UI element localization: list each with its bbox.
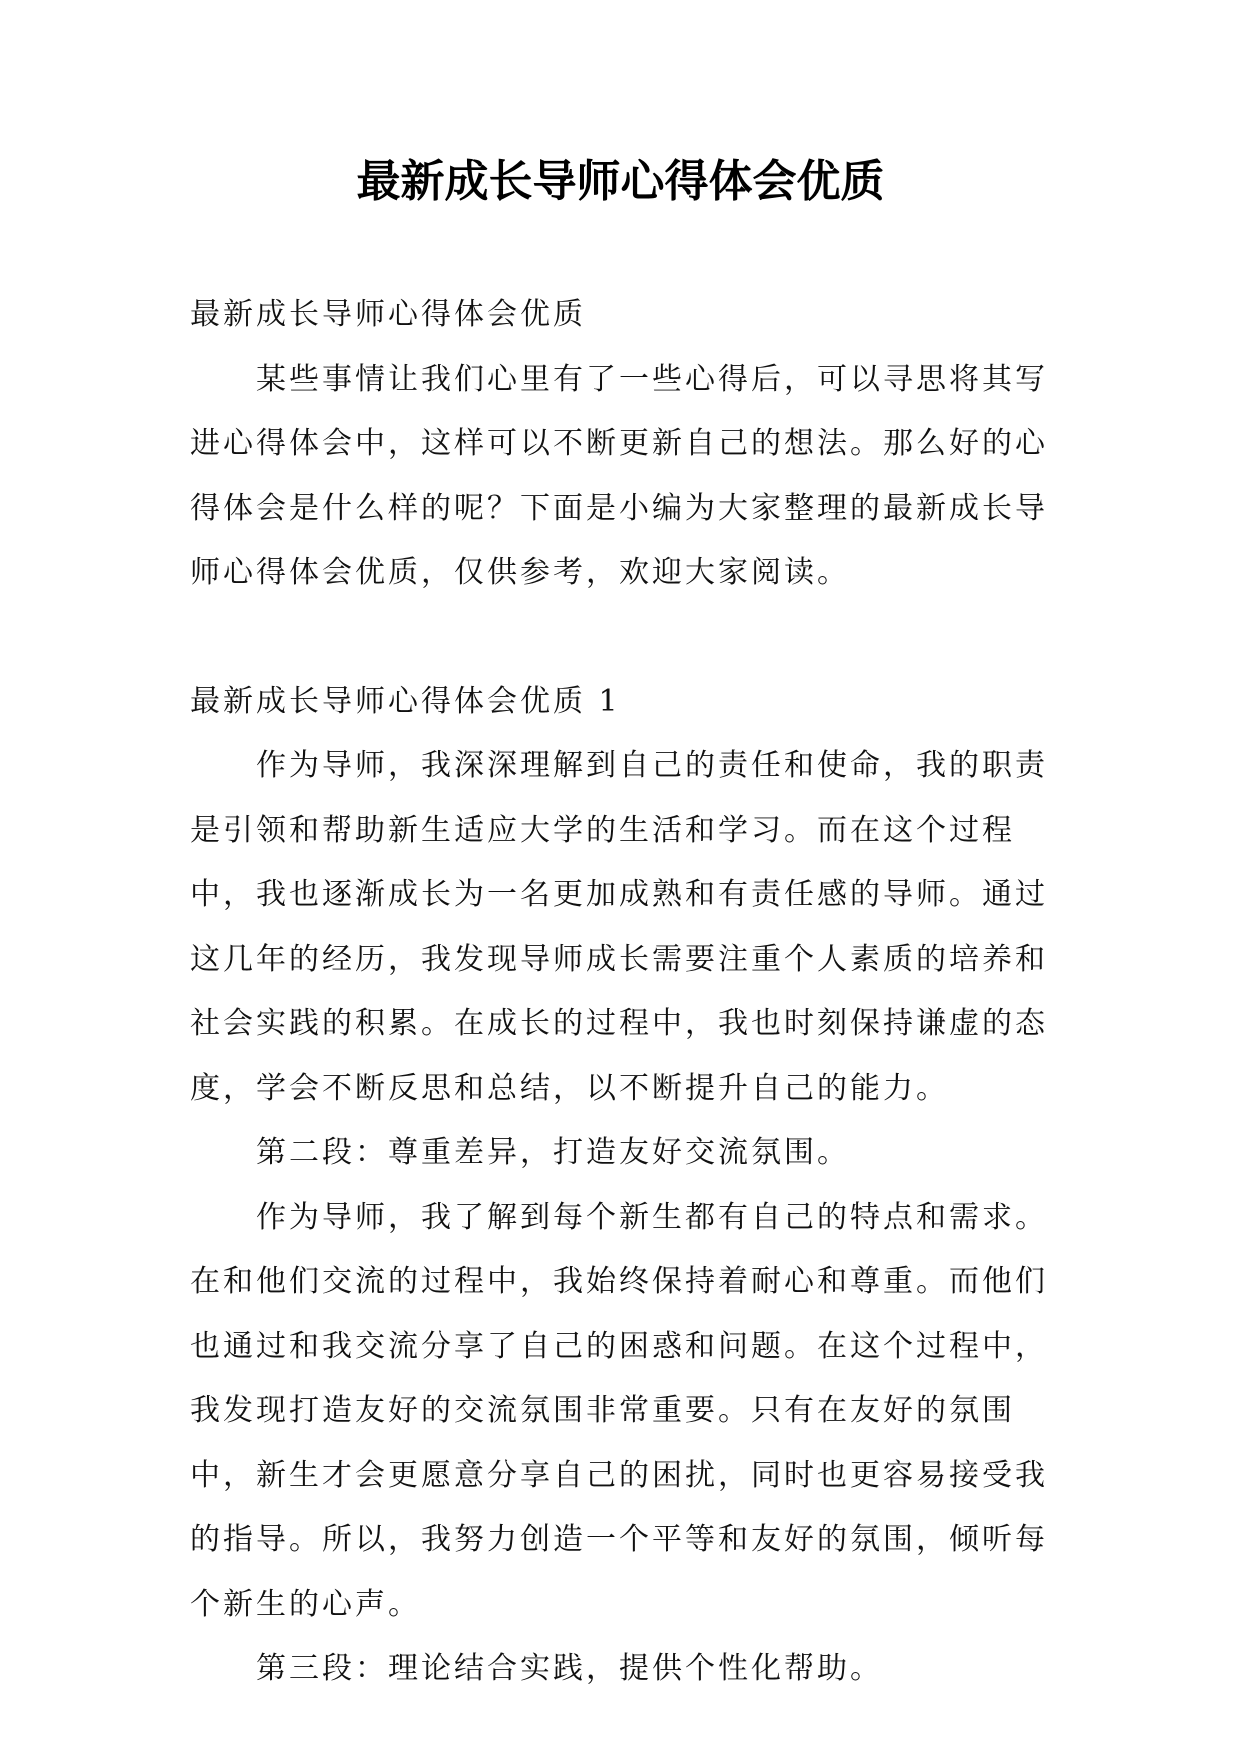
body-paragraph: 作为导师，我了解到每个新生都有自己的特点和需求。在和他们交流的过程中，我始终保持着耐心和尊重。而他们也通过和我交流分享了自己的困惑和问题。在这个过程中，我发现打造友好的交流氛围非常重要。只有在友好的氛围中，新生才会更愿意分享自己的困扰，同时也更容易接受我的指导。所以，我努力创造一个平等和友好的氛围，倾听每个新生的心声。 [190,1199,1048,1622]
body-paragraph: 作为导师，我深深理解到自己的责任和使命，我的职责是引领和帮助新生适应大学的生活和学习。而在这个过程中，我也逐渐成长为一名更加成熟和有责任感的导师。通过这几年的经历，我发现导师成长需要注重个人素质的培养和社会实践的积累。在成长的过程中，我也时刻保持谦虚的态度，学会不断反思和总结，以不断提升自己的能力。 [190,748,1048,1106]
intro-paragraph: 某些事情让我们心里有了一些心得后，可以寻思将其写进心得体会中，这样可以不断更新自己的想法。那么好的心得体会是什么样的呢？下面是小编为大家整理的最新成长导师心得体会优质，仅供参考，欢迎大家阅读。 [190,361,1048,590]
section-heading: 最新成长导师心得体会优质 1 [190,683,621,719]
intro-heading: 最新成长导师心得体会优质 [190,297,586,332]
section-spacer [190,606,1060,670]
document-title: 最新成长导师心得体会优质 [356,156,885,207]
document-body [190,283,1060,1702]
subsection-heading: 第三段：理论结合实践，提供个性化帮助。 [256,1651,883,1686]
subsection-heading: 第二段：尊重差异，打造友好交流氛围。 [256,1135,850,1170]
